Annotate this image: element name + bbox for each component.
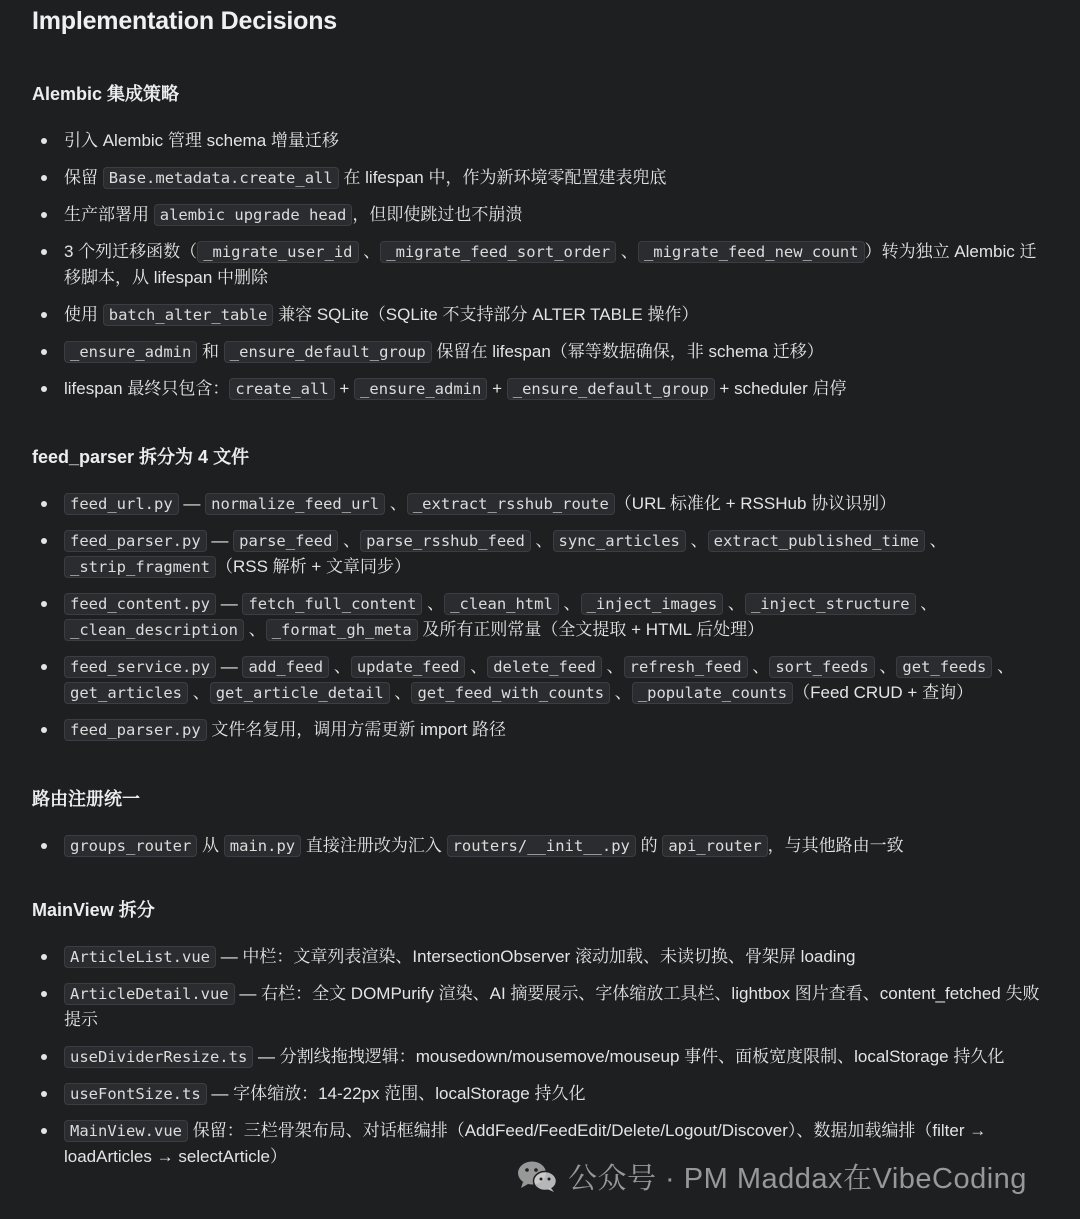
item-text: 、 (747, 657, 770, 676)
list-item (32, 165, 1048, 191)
inline-code: _format_gh_meta (266, 619, 418, 641)
item-text: 、 (385, 494, 407, 513)
item-text: 、 (338, 531, 361, 550)
item-text: + (334, 379, 355, 398)
list-item (32, 833, 1048, 859)
section-heading: feed_parser 拆分为 4 文件 (32, 447, 250, 467)
inline-code: _clean_description (64, 619, 244, 641)
inline-code: delete_feed (487, 656, 602, 678)
inline-code: _inject_images (581, 593, 724, 615)
inline-code: groups_router (64, 835, 197, 857)
inline-code: _inject_structure (745, 593, 916, 615)
list-item (32, 1044, 1048, 1070)
inline-code: get_articles (64, 682, 188, 704)
item-text: 、 (616, 242, 638, 261)
item-text: 在 lifespan 中，作为新环境零配置建表兜底 (338, 168, 667, 187)
item-text: — 中栏：文章列表渲染、IntersectionObserver 滚动加载、未读切换、骨架屏 loading (215, 947, 856, 966)
inline-code: extract_published_time (708, 530, 925, 552)
item-text: 、 (329, 657, 351, 676)
item-text: 、 (465, 657, 488, 676)
inline-code: feed_parser.py (64, 719, 207, 741)
list-item (32, 944, 1048, 970)
item-text: ，与其他路由一致 (767, 836, 904, 855)
item-text: 、 (915, 594, 938, 613)
page-title: Implementation Decisions (32, 7, 337, 35)
list-item (32, 491, 1048, 517)
item-text: 直接注册改为汇入 (301, 836, 447, 855)
inline-code: sort_feeds (769, 656, 874, 678)
inline-code: useDividerResize.ts (64, 1046, 253, 1068)
inline-code: fetch_full_content (242, 593, 422, 615)
inline-code: _strip_fragment (64, 556, 216, 578)
inline-code: _extract_rsshub_route (407, 493, 615, 515)
list-item (32, 302, 1048, 328)
item-text: （Feed CRUD + 查询） (793, 683, 974, 702)
list-item (32, 591, 1048, 643)
section-heading: 路由注册统一 (32, 789, 140, 809)
inline-code: _ensure_admin (64, 341, 197, 363)
section-heading: Alembic 集成策略 (32, 84, 180, 104)
inline-code: sync_articles (553, 530, 686, 552)
item-text: 、 (685, 531, 708, 550)
inline-code: batch_alter_table (103, 304, 274, 326)
inline-code: feed_service.py (64, 656, 216, 678)
item-text: 引入 Alembic 管理 schema 增量迁移 (64, 131, 339, 150)
bullet-list (32, 833, 1048, 859)
inline-code: _clean_html (444, 593, 559, 615)
list-item (32, 1081, 1048, 1107)
inline-code: ArticleDetail.vue (64, 983, 235, 1005)
inline-code: _migrate_feed_new_count (638, 241, 865, 263)
item-text: （RSS 解析 + 文章同步） (215, 557, 412, 576)
inline-code: parse_rsshub_feed (360, 530, 531, 552)
item-text: — 字体缩放：14-22px 范围、localStorage 持久化 (206, 1084, 586, 1103)
inline-code: update_feed (351, 656, 466, 678)
item-text: 、 (243, 620, 266, 639)
inline-code: alembic upgrade head (154, 204, 353, 226)
inline-code: _ensure_default_group (224, 341, 432, 363)
inline-code: get_feeds (896, 656, 992, 678)
document (0, 0, 1080, 36)
list-item (32, 376, 1048, 402)
item-text: 、 (992, 657, 1015, 676)
inline-code: get_feed_with_counts (411, 682, 610, 704)
item-text: 使用 (64, 305, 103, 324)
bullet-list (32, 944, 1048, 1170)
inline-code: parse_feed (233, 530, 338, 552)
item-text: 、 (187, 683, 210, 702)
item-text: 、 (389, 683, 412, 702)
inline-code: ArticleList.vue (64, 946, 216, 968)
inline-code: api_router (662, 835, 767, 857)
list-item (32, 528, 1048, 580)
inline-code: get_article_detail (210, 682, 390, 704)
item-text: 及所有正则常量（全文提取 + HTML 后处理） (417, 620, 765, 639)
inline-code: MainView.vue (64, 1120, 188, 1142)
inline-code: _ensure_default_group (507, 378, 715, 400)
item-text: — (178, 494, 206, 513)
inline-code: normalize_feed_url (205, 493, 385, 515)
bullet-list (32, 128, 1048, 402)
inline-code: useFontSize.ts (64, 1083, 207, 1105)
item-text: 、 (358, 242, 381, 261)
item-text: 文件名复用，调用方需更新 import 路径 (206, 720, 507, 739)
item-text: 保留：三栏骨架布局、对话框编排（AddFeed/FeedEdit/Delete/Logout/Discover）、数据加载编排（filter → loadArticles → selectArticle） (64, 1121, 987, 1166)
inline-code: _populate_counts (632, 682, 793, 704)
item-text: + scheduler 启停 (714, 379, 847, 398)
item-text: 、 (530, 531, 553, 550)
inline-code: _ensure_admin (354, 378, 487, 400)
inline-code: Base.metadata.create_all (103, 167, 339, 189)
watermark-text: 公众号 · PM Maddax在VibeCoding (568, 1162, 1027, 1195)
inline-code: main.py (224, 835, 301, 857)
inline-code: _migrate_user_id (197, 241, 358, 263)
item-text: 保留 (64, 168, 103, 187)
item-text: 的 (635, 836, 663, 855)
item-text: 3 个列迁移函数（ (64, 242, 198, 261)
item-text: — (215, 657, 243, 676)
item-text: lifespan 最终只包含： (64, 379, 230, 398)
item-text: — 分割线拖拽逻辑：mousedown/mousemove/mouseup 事件、面板宽度限制、localStorage 持久化 (253, 1047, 1005, 1066)
inline-code: _migrate_feed_sort_order (380, 241, 616, 263)
item-text: 生产部署用 (64, 205, 154, 224)
item-text: （URL 标准化 + RSSHub 协议识别） (614, 494, 897, 513)
list-item (32, 1118, 1048, 1170)
list-item (32, 128, 1048, 154)
list-item (32, 654, 1048, 706)
item-text: 、 (924, 531, 947, 550)
item-text: 和 (197, 342, 224, 361)
item-text: ，但即使跳过也不崩溃 (352, 205, 523, 224)
item-text: 、 (422, 594, 445, 613)
list-item (32, 981, 1048, 1033)
item-text: 从 (197, 836, 224, 855)
section-heading: MainView 拆分 (32, 900, 155, 920)
list-item (32, 339, 1048, 365)
item-text: — (215, 594, 243, 613)
item-text: 保留在 lifespan（幂等数据确保，非 schema 迁移） (431, 342, 824, 361)
item-text: 、 (558, 594, 581, 613)
item-text: — 右栏：全文 DOMPurify 渲染、AI 摘要展示、字体缩放工具栏、lightbox 图片查看、content_fetched 失败提示 (64, 984, 1040, 1029)
list-item (32, 239, 1048, 291)
item-text: 、 (723, 594, 745, 613)
inline-code: refresh_feed (624, 656, 748, 678)
list-item (32, 717, 1048, 743)
inline-code: feed_content.py (64, 593, 216, 615)
item-text: 、 (601, 657, 624, 676)
inline-code: create_all (229, 378, 334, 400)
list-item (32, 202, 1048, 228)
inline-code: routers/__init__.py (447, 835, 636, 857)
bullet-list (32, 491, 1048, 743)
inline-code: feed_url.py (64, 493, 179, 515)
inline-code: feed_parser.py (64, 530, 207, 552)
item-text: 、 (610, 683, 632, 702)
item-text: ）转为独立 Alembic 迁移脚本，从 lifespan 中删除 (64, 242, 1037, 287)
item-text: 、 (874, 657, 897, 676)
inline-code: add_feed (242, 656, 329, 678)
item-text: + (487, 379, 507, 398)
item-text: 兼容 SQLite（SQLite 不支持部分 ALTER TABLE 操作） (273, 305, 699, 324)
item-text: — (206, 531, 234, 550)
